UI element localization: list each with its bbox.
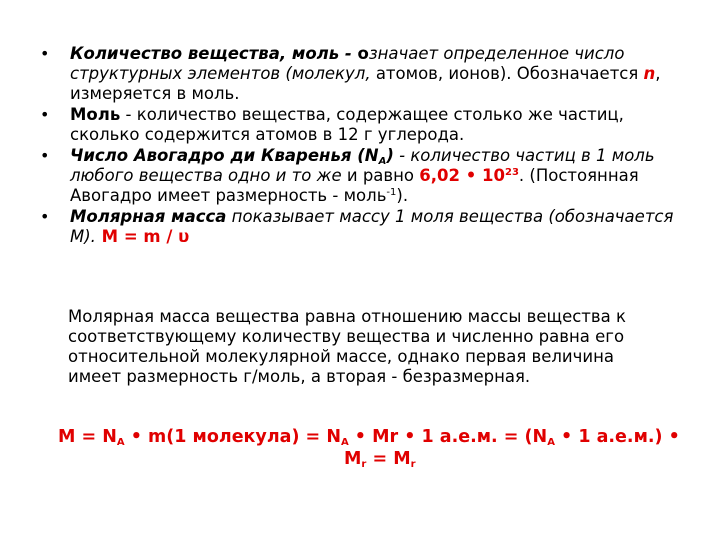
bullet-amount-of-substance <box>40 44 690 104</box>
text: о <box>351 44 369 63</box>
text: и равно <box>341 166 420 185</box>
formula-part: • m(1 молекула) = N <box>124 427 341 447</box>
bullet-mole <box>40 105 690 145</box>
formula-subscript: r <box>410 459 416 470</box>
definition-list <box>40 44 690 248</box>
term: Моль <box>70 105 121 124</box>
term: Число Авогадро ди Кваренья (N <box>70 146 379 165</box>
formula-line-2 <box>58 448 698 470</box>
bullet-avogadro <box>40 146 690 206</box>
formula-part: • 1 а.е.м.) • <box>554 427 680 447</box>
formula-part: M = N <box>58 427 117 447</box>
bullet-dot-icon: • <box>40 105 50 124</box>
text: - количество частиц в 1 моль любого вещества одно и то же <box>70 146 655 185</box>
text: показывает массу 1 моля вещества (обозначается M). <box>70 207 674 246</box>
text: . (Постоянная Авогадро имеет размерность - моль <box>70 166 639 205</box>
formula-subscript: A <box>340 437 349 448</box>
term: Молярная масса <box>70 207 227 226</box>
term: Количество вещества, моль - <box>70 44 352 63</box>
text: атомов, ионов). Обозначается <box>370 64 644 83</box>
formula-part: • Mr • 1 а.е.м. = (N <box>348 427 548 447</box>
text: ). <box>396 186 409 205</box>
bullet-dot-icon: • <box>40 207 50 226</box>
formula-part: = M <box>366 449 411 469</box>
bullet-molar-mass <box>40 207 690 247</box>
text: - количество вещества, содержащее столько же частиц, сколько содержится атомов в 12 г углерода. <box>70 105 624 144</box>
subscript: A <box>378 156 387 167</box>
symbol: n <box>643 64 656 83</box>
superscript: 23 <box>505 167 519 178</box>
main-formula <box>58 426 698 470</box>
avogadro-value: 6,02 • 10 <box>419 166 505 185</box>
term: ) <box>386 146 394 165</box>
formula-subscript: A <box>116 437 125 448</box>
text: , измеряется в моль. <box>70 64 661 103</box>
text: значает определенное число структурных элементов (молекул, <box>70 44 625 83</box>
formula-part: M <box>344 449 362 469</box>
bullet-dot-icon: • <box>40 146 50 165</box>
formula-subscript: A <box>547 437 555 448</box>
bullet-dot-icon: • <box>40 44 50 63</box>
molar-mass-formula: M = m / υ <box>95 227 190 246</box>
molar-mass-paragraph: Молярная масса вещества равна отношению массы вещества к соответствующему количеству вещества и численно равна его относительной молекулярной массе, однако первая величина имеет размерность г/моль, а вторая - безразмерная. <box>68 307 626 386</box>
superscript: -1 <box>386 187 397 198</box>
formula-subscript: r <box>361 459 367 470</box>
